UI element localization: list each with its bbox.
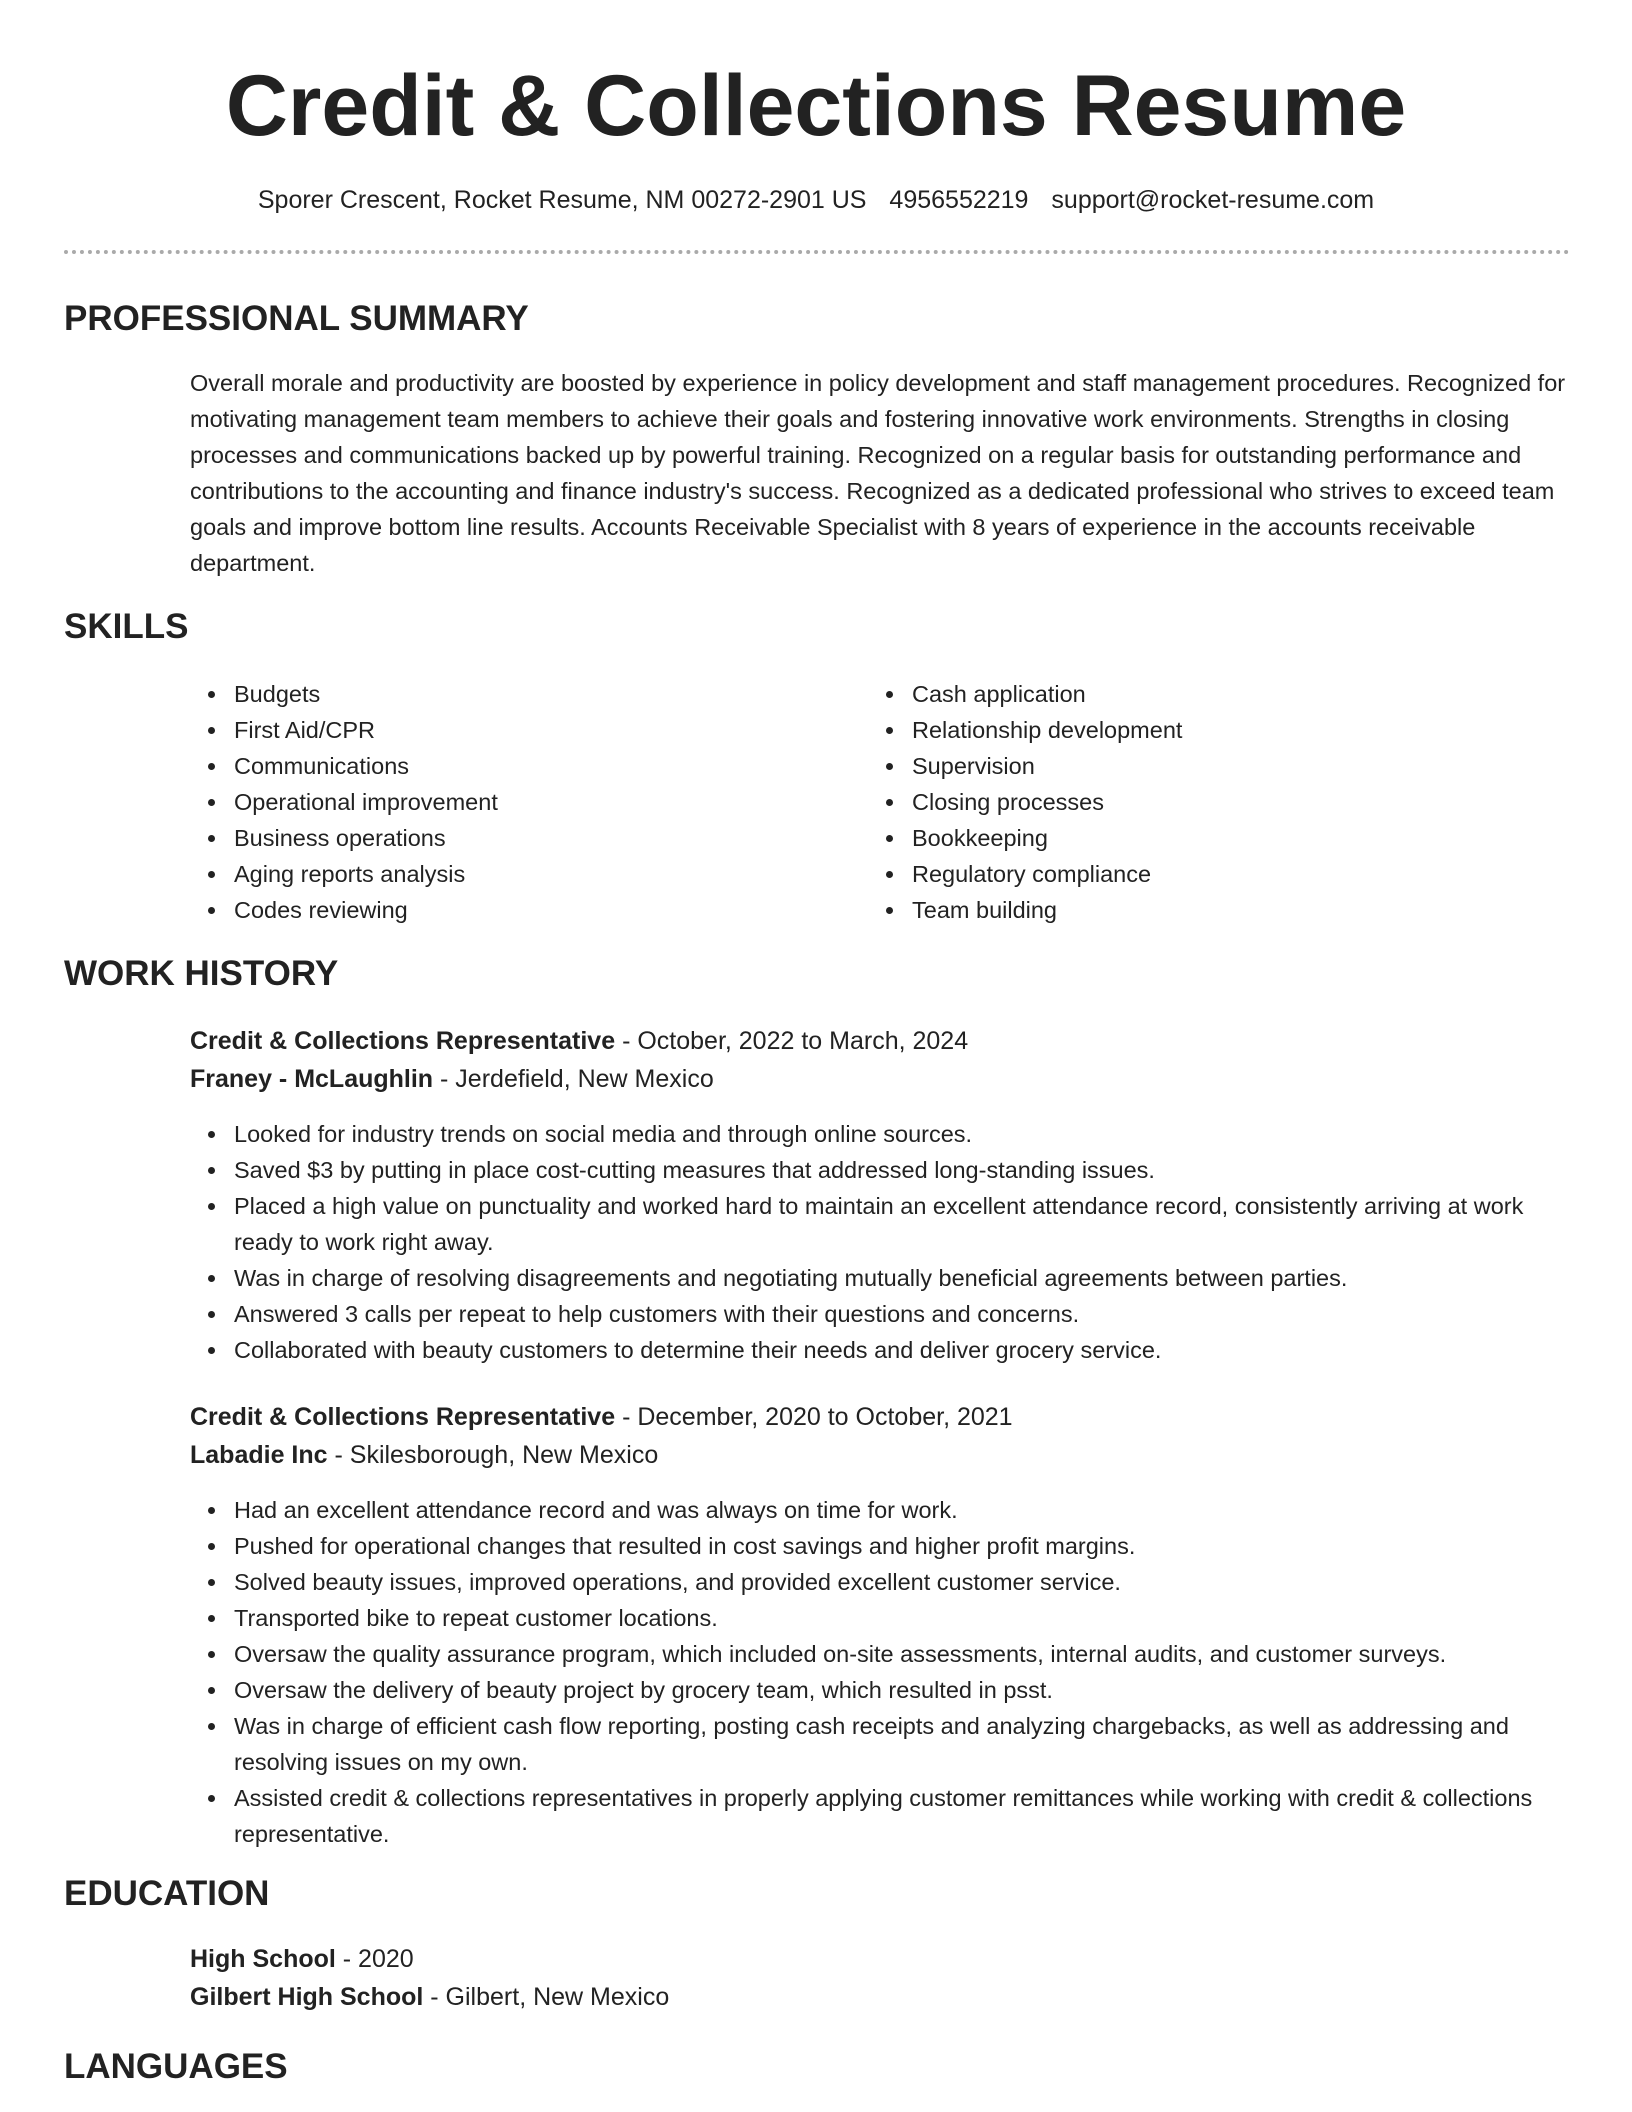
contact-email: support@rocket-resume.com [1051, 186, 1375, 214]
section-title-skills: SKILLS [64, 607, 189, 646]
skill-item: Bookkeeping [868, 820, 1488, 856]
skill-item: Supervision [868, 748, 1488, 784]
job-role: Credit & Collections Representative [190, 1403, 616, 1431]
skill-item: Cash application [868, 676, 1488, 712]
job-company: Franey - McLaughlin [190, 1065, 434, 1093]
job-location: - Jerdefield, New Mexico [433, 1065, 714, 1093]
resume-title: Credit & Collections Resume [225, 58, 1407, 154]
job-title-line [190, 1398, 1013, 1436]
job-dates: - October, 2022 to March, 2024 [615, 1027, 969, 1055]
job-bullet: Placed a high value on punctuality and worked hard to maintain an excellent attendance record, consistently arriving at work ready to work right away. [190, 1188, 1580, 1260]
job-bullet: Had an excellent attendance record and was always on time for work. [190, 1492, 1580, 1528]
job-bullet: Collaborated with beauty customers to determine their needs and deliver grocery service. [190, 1332, 1580, 1368]
skills-list-left [190, 676, 810, 928]
job-bullet: Was in charge of resolving disagreements and negotiating mutually beneficial agreements between parties. [190, 1260, 1580, 1296]
skill-item: Team building [868, 892, 1488, 928]
job-company-line [190, 1060, 714, 1098]
job-bullet: Saved $3 by putting in place cost-cutting measures that addressed long-standing issues. [190, 1152, 1580, 1188]
job-bullet: Solved beauty issues, improved operations, and provided excellent customer service. [190, 1564, 1580, 1600]
job-bullet: Transported bike to repeat customer locations. [190, 1600, 1580, 1636]
skill-item: Relationship development [868, 712, 1488, 748]
job-bullet: Pushed for operational changes that resulted in cost savings and higher profit margins. [190, 1528, 1580, 1564]
job-dates: - December, 2020 to October, 2021 [615, 1403, 1013, 1431]
job-bullet: Oversaw the quality assurance program, which included on-site assessments, internal audits, and customer surveys. [190, 1636, 1580, 1672]
education-degree: High School [190, 1945, 336, 1973]
section-title-languages: LANGUAGES [64, 2047, 288, 2086]
education-degree-line [190, 1940, 414, 1978]
skill-item: Business operations [190, 820, 810, 856]
job-location: - Skilesborough, New Mexico [327, 1441, 659, 1469]
header-divider [64, 250, 1570, 254]
skill-item: Closing processes [868, 784, 1488, 820]
job-bullets [190, 1116, 1580, 1368]
education-location: - Gilbert, New Mexico [423, 1983, 670, 2011]
contact-address: Sporer Crescent, Rocket Resume, NM 00272-2901 US [257, 186, 867, 214]
section-title-summary: PROFESSIONAL SUMMARY [64, 299, 529, 338]
job-company-line [190, 1436, 658, 1474]
skill-item: Operational improvement [190, 784, 810, 820]
job-title-line [190, 1022, 968, 1060]
section-title-work: WORK HISTORY [64, 954, 339, 993]
job-company: Labadie Inc [190, 1441, 328, 1469]
job-bullets [190, 1492, 1580, 1852]
skill-item: Aging reports analysis [190, 856, 810, 892]
skills-list-right [868, 676, 1488, 928]
job-bullet: Oversaw the delivery of beauty project by grocery team, which resulted in psst. [190, 1672, 1580, 1708]
job-bullet: Looked for industry trends on social media and through online sources. [190, 1116, 1580, 1152]
skill-item: Regulatory compliance [868, 856, 1488, 892]
skill-item: Codes reviewing [190, 892, 810, 928]
summary-text: Overall morale and productivity are boosted by experience in policy development and staff management procedures. Recognized for motivating management team members to achieve their goals and fostering innovative work environments. Strengths in closing processes and communications backed up by powerful training. Recognized on a regular basis for outstanding performance and contributions to the accounting and finance industry's success. Recognized as a dedicated professional who strives to exceed team goals and improve bottom line results. Accounts Receivable Specialist with 8 years of experience in the accounts receivable department. [190, 370, 1566, 576]
skill-item: First Aid/CPR [190, 712, 810, 748]
section-title-education: EDUCATION [64, 1874, 270, 1913]
contact-line [0, 182, 1632, 218]
education-school-line [190, 1978, 669, 2016]
job-bullet: Was in charge of efficient cash flow reporting, posting cash receipts and analyzing chargebacks, as well as addressing and resolving issues on my own. [190, 1708, 1580, 1780]
job-role: Credit & Collections Representative [190, 1027, 616, 1055]
skill-item: Budgets [190, 676, 810, 712]
job-bullet: Answered 3 calls per repeat to help customers with their questions and concerns. [190, 1296, 1580, 1332]
education-year: - 2020 [335, 1945, 414, 1973]
contact-phone: 4956552219 [889, 186, 1029, 214]
education-school: Gilbert High School [190, 1983, 424, 2011]
job-bullet: Assisted credit & collections representatives in properly applying customer remittances while working with credit & collections representative. [190, 1780, 1580, 1852]
skill-item: Communications [190, 748, 810, 784]
